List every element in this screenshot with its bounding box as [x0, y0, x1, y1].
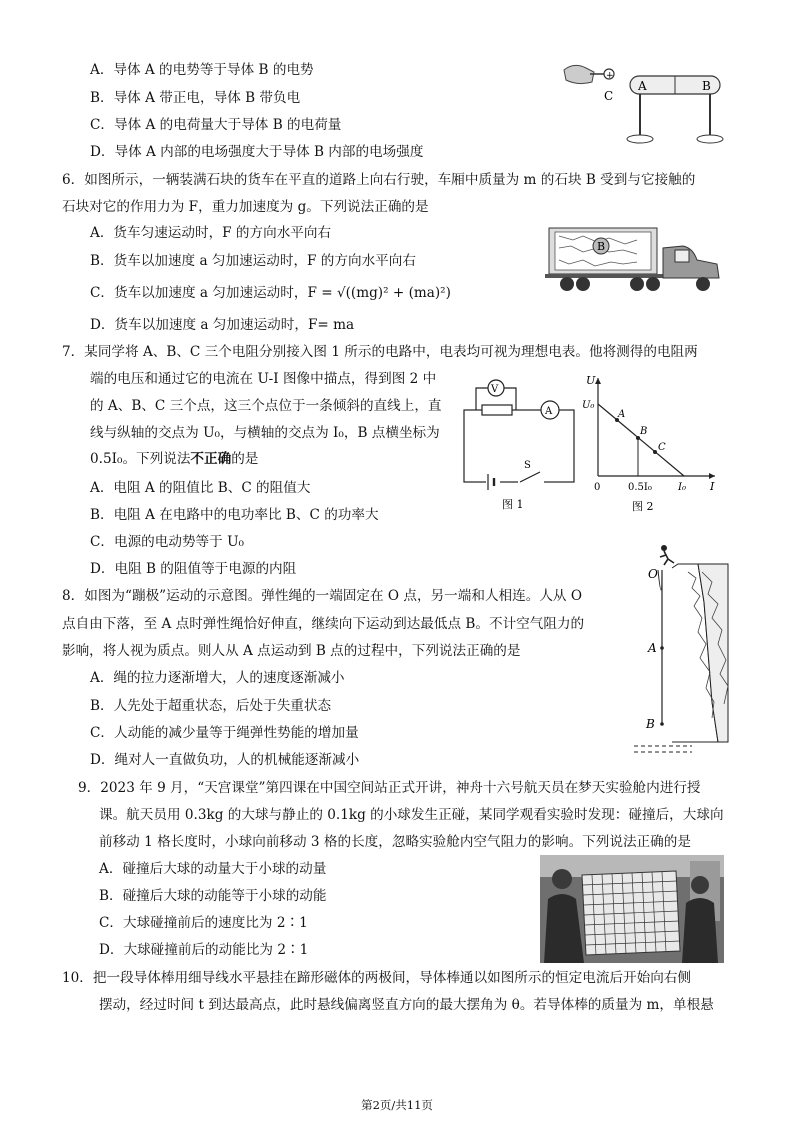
point-b-label: B — [640, 426, 648, 437]
label-b: B — [702, 79, 711, 93]
axis-u0-label: U₀ — [582, 400, 595, 411]
q7-option-d: D．电阻 B 的阻值等于电源的内阻 — [90, 561, 297, 577]
point-b-label: B — [646, 717, 655, 731]
jumper-icon — [661, 545, 667, 551]
axis-i0-label: I₀ — [678, 482, 686, 493]
point-o-label: O — [648, 567, 658, 581]
point-a-label: A — [618, 409, 626, 420]
astronaut-right-icon — [691, 876, 709, 894]
fig1-caption: 图 1 — [502, 498, 524, 511]
q5-conductor-figure — [560, 60, 740, 148]
q9-stem-line2: 课。航天员用 0.3kg 的大球与静止的 0.1kg 的小球发生正碰，某同学观看实验时发现：碰撞后，大球向 — [99, 807, 724, 823]
axis-half-label: 0.5I₀ — [628, 482, 652, 493]
axis-i-label: I — [710, 480, 715, 493]
q7-option-a: A．电阻 A 的阻值比 B、C 的阻值大 — [90, 480, 311, 496]
q6-option-c-text: C．货车以加速度 a 匀加速运动时，F = — [90, 285, 337, 301]
q7-stem-line5 — [90, 449, 258, 469]
q8-stem-line2: 点自由下落，至 A 点时弹性绳恰好伸直，继续向下运动到达最低点 B。不计空气阻力的 — [62, 616, 585, 632]
q9-option-b: B．碰撞后大球的动能等于小球的动能 — [99, 888, 327, 904]
q5-option-d: D．导体 A 内部的电场强度大于导体 B 内部的电场强度 — [90, 144, 424, 160]
svg-text:+: + — [606, 71, 614, 81]
origin-label: 0 — [594, 482, 601, 493]
q7-stem-line1: 7．某同学将 A、B、C 三个电阻分别接入图 1 所示的电路中，电表均可视为理想电表。他将测得的电阻两 — [62, 344, 698, 360]
switch-label: S — [524, 460, 531, 471]
axis-u-label: U — [586, 374, 596, 387]
q6-option-a: A．货车匀速运动时，F 的方向水平向右 — [90, 225, 332, 241]
q7-line5-post: 的是 — [231, 451, 259, 467]
q8-bungee-figure — [632, 542, 732, 760]
q7-line5-bold: 不正确 — [190, 451, 232, 467]
q8-option-a: A．绳的拉力逐渐增大，人的速度逐渐减小 — [90, 670, 345, 686]
q7-option-b: B．电阻 A 在电路中的电功率比 B、C 的功率大 — [90, 507, 379, 523]
stone-b-label: B — [597, 240, 606, 253]
q6-option-c-formula: √((mg)² + (ma)²) — [336, 285, 451, 301]
q6-stem-line1: 6．如图所示，一辆装满石块的货车在平直的道路上向右行驶，车厢中质量为 m 的石块 B 受到与它接触的 — [62, 172, 696, 188]
fig2-caption: 图 2 — [632, 500, 654, 513]
label-c: C — [604, 89, 614, 103]
q7-ui-graph-figure — [580, 372, 720, 514]
point-c-label: C — [658, 442, 666, 453]
q6-option-d: D．货车以加速度 a 匀加速运动时，F= ma — [90, 317, 355, 333]
cliff-icon — [678, 564, 728, 742]
q8-stem-line1: 8．如图为“蹦极”运动的示意图。弹性绳的一端固定在 O 点，另一端和人相连。人从 O — [62, 588, 582, 604]
q7-stem-line2: 端的电压和通过它的电流在 U-I 图像中描点，得到图 2 中 — [90, 371, 437, 387]
q9-stem-line3: 前移动 1 格长度时，小球向前移动 3 格的长度，忽略实验舱内空气阻力的影响。下列说法正确的是 — [99, 834, 691, 850]
q5-option-b: B．导体 A 带正电，导体 B 带负电 — [90, 90, 301, 106]
voltmeter-label: V — [491, 384, 499, 395]
q10-stem-line1: 10．把一段导体棒用细导线水平悬挂在蹄形磁体的两极间，导体棒通以如图所示的恒定电流后开始向右侧 — [62, 970, 692, 986]
q7-option-c: C．电源的电动势等于 U₀ — [90, 534, 244, 550]
q8-option-b: B．人先处于超重状态，后处于失重状态 — [90, 698, 332, 714]
q6-truck-figure — [545, 222, 725, 298]
resistor-icon — [482, 405, 512, 415]
truck-cab — [663, 246, 719, 278]
label-a: A — [638, 79, 647, 93]
q6-option-b: B．货车以加速度 a 匀加速运动时，F 的方向水平向右 — [90, 253, 416, 269]
ammeter-label: A — [545, 406, 553, 417]
q8-stem-line3: 影响，将人视为质点。则人从 A 点运动到 B 点的过程中，下列说法正确的是 — [62, 643, 521, 659]
point-a-label: A — [648, 641, 657, 655]
q7-line5-pre: 0.5I₀。下列说法 — [90, 451, 191, 467]
page-footer: 第2页/共11页 — [361, 1098, 433, 1112]
hand-icon — [564, 65, 594, 83]
q5-option-c: C．导体 A 的电荷量大于导体 B 的电荷量 — [90, 117, 342, 133]
q9-option-c: C．大球碰撞前后的速度比为 2∶1 — [99, 915, 308, 931]
q9-astronaut-photo — [540, 855, 724, 963]
q9-stem-line1: 9．2023 年 9 月，“天宫课堂”第四课在中国空间站正式开讲，神舟十六号航天员在梦天实验舱内进行授 — [78, 780, 701, 796]
q7-circuit-figure — [458, 372, 582, 514]
q8-option-d: D．绳对人一直做负功，人的机械能逐渐减小 — [90, 752, 360, 768]
q5-option-a: A．导体 A 的电势等于导体 B 的电势 — [90, 62, 314, 78]
q6-option-c — [90, 283, 451, 303]
q7-stem-line3: 的 A、B、C 三个点，这三个点位于一条倾斜的直线上，直 — [90, 398, 442, 414]
q8-option-c: C．人动能的减少量等于绳弹性势能的增加量 — [90, 725, 359, 741]
q10-stem-line2: 摆动，经过时间 t 到达最高点，此时悬线偏离竖直方向的最大摆角为 θ。若导体棒的质量为 m，单根悬 — [99, 997, 714, 1013]
astronaut-left-icon — [552, 869, 572, 889]
q6-stem-line2: 石块对它的作用力为 F，重力加速度为 g。下列说法正确的是 — [62, 199, 429, 215]
q9-option-d: D．大球碰撞前后的动能比为 2∶1 — [99, 942, 309, 958]
q7-stem-line4: 线与纵轴的交点为 U₀，与横轴的交点为 I₀，B 点横坐标为 — [90, 425, 440, 441]
ui-line — [598, 404, 684, 476]
q9-option-a: A．碰撞后大球的动量大于小球的动量 — [99, 861, 327, 877]
